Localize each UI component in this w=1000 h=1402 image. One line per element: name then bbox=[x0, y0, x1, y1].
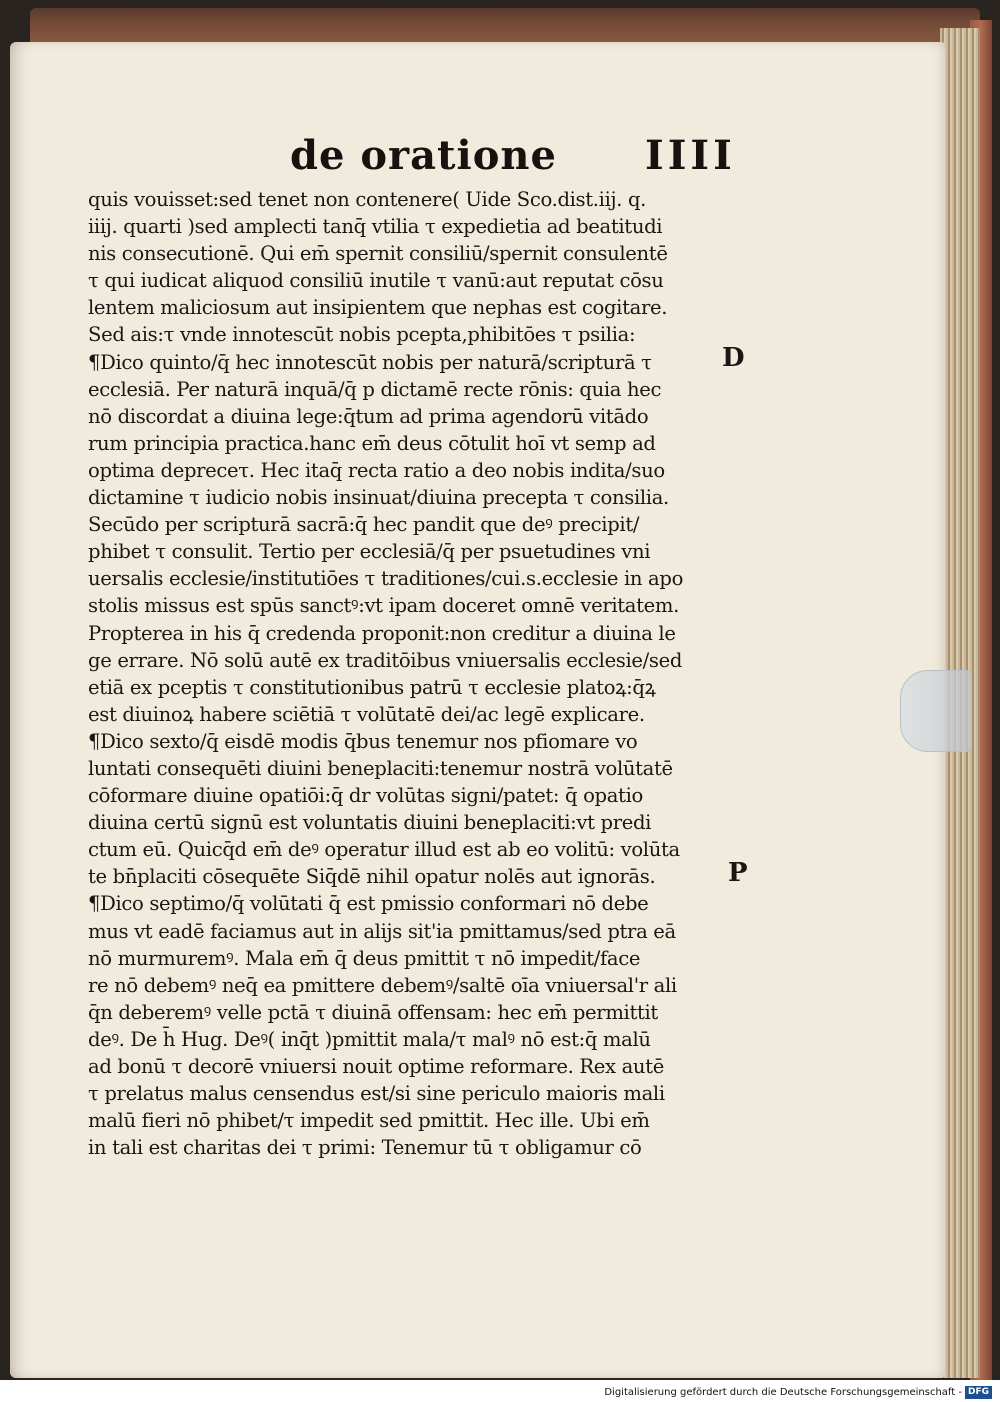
text-line: te bn̄placiti cōsequēte Siq̄dē nihil opatur nolēs aut ignorās. bbox=[88, 865, 656, 889]
footer-credit: Digitalisierung gefördert durch die Deutsche Forschungsgemeinschaft - bbox=[604, 1386, 962, 1398]
text-line: lentem maliciosum aut insipientem que nephas est cogitare. bbox=[88, 296, 668, 320]
text-line: nō murmuremꝰ. Mala em̄ q̄ deus pmittit τ nō impedit/face bbox=[88, 946, 641, 970]
text-line: re nō debemꝰ neq̄ ea pmittere debemꝰ/saltē oīa vniuersal'r ali bbox=[88, 973, 677, 997]
text-block bbox=[88, 186, 738, 1161]
text-line: cōformare diuine opatiōi:q̄ dr volūtas signi/patet: q̄ opatio bbox=[88, 784, 643, 808]
text-line: ge errare. Nō solū autē ex traditōibus vniuersalis ecclesie/sed bbox=[88, 648, 683, 672]
text-line: nis consecutionē. Qui em̄ spernit consiliū/spernit consulentē bbox=[88, 242, 668, 266]
text-line: rum principia practica.hanc em̄ deus cōtulit hoī vt semp ad bbox=[88, 431, 656, 455]
text-line: phibet τ consulit. Tertio per ecclesiā/q̄ per psuetudines vni bbox=[88, 540, 651, 564]
dfg-logo: DFG bbox=[965, 1386, 992, 1399]
running-title: de oratione bbox=[290, 132, 557, 179]
text-line: Secūdo per scripturā sacrā:q̄ hec pandit que deꝰ precipit/ bbox=[88, 513, 640, 537]
text-line: τ prelatus malus censendus est/si sine periculo maioris mali bbox=[88, 1082, 665, 1106]
text-line: ecclesiā. Per naturā inquā/q̄ p dictamē recte rōnis: quia hec bbox=[88, 377, 662, 401]
text-line: est diuinoꝝ habere sciētiā τ volūtatē dei/ac legē explicare. bbox=[88, 702, 645, 726]
text-line: iiij. quarti )sed amplecti tanq̄ vtilia τ expedietia ad beatitudi bbox=[88, 215, 663, 239]
text-line: dictamine τ iudicio nobis insinuat/diuina precepta τ consilia. bbox=[88, 486, 669, 510]
text-line: etiā ex pceptis τ constitutionibus patrū τ ecclesie platoꝝ:q̄ꝝ bbox=[88, 675, 656, 699]
text-line: uersalis ecclesie/institutiōes τ traditiones/cui.s.ecclesie in apo bbox=[88, 567, 684, 591]
text-line: ¶Dico septimo/q̄ volūtati q̄ est pmissio conformari nō debe bbox=[88, 892, 649, 916]
text-line: ad bonū τ decorē vniuersi nouit optime reformare. Rex autē bbox=[88, 1055, 664, 1078]
text-line: mus vt eadē faciamus aut in alijs sit'ia pmittamus/sed ptra eā bbox=[88, 919, 676, 943]
text-line: deꝰ. De h̄ Hug. Deꝰ( inq̄t )pmittit mala/τ malꝰ nō est:q̄ malū bbox=[88, 1027, 651, 1051]
text-line: τ qui iudicat aliquod consiliū inutile τ vanū:aut reputat cōsu bbox=[88, 269, 664, 293]
text-line: optima depreceτ. Hec itaq̄ recta ratio a deo nobis indita/suo bbox=[88, 458, 665, 482]
marginal-letter: D bbox=[722, 343, 745, 373]
text-line: Sed ais:τ vnde innotescūt nobis pcepta,phibitōes τ psilia: bbox=[88, 323, 636, 347]
text-line: malū fieri nō phibet/τ impedit sed pmittit. Hec ille. Ubi em̄ bbox=[88, 1109, 650, 1133]
text-line: ¶Dico sexto/q̄ eisdē modis q̄bus tenemur nos pfiomare vo bbox=[88, 729, 638, 753]
digitization-footer bbox=[604, 1384, 992, 1400]
text-line: diuina certū signū est voluntatis diuini beneplaciti:vt predi bbox=[88, 811, 652, 835]
text-line: nō discordat a diuina lege:q̄tum ad prima agendorū vitādo bbox=[88, 404, 649, 428]
text-line: Propterea in his q̄ credenda proponit:non creditur a diuina le bbox=[88, 621, 676, 645]
folio-number: IIII bbox=[645, 132, 736, 179]
running-head bbox=[290, 132, 750, 182]
text-line: in tali est charitas dei τ primi: Tenemur tū τ obligamur cō bbox=[88, 1136, 642, 1160]
text-line: quis vouisset:sed tenet non contenere( Uide Sco.dist.iij. q. bbox=[88, 188, 647, 211]
text-line: ctum eū. Quicq̄d em̄ deꝰ operatur illud est ab eo volitū: volūta bbox=[88, 838, 680, 862]
text-line: luntati consequēti diuini beneplaciti:tenemur nostrā volūtatē bbox=[88, 756, 673, 780]
text-line: ¶Dico quinto/q̄ hec innotescūt nobis per naturā/scripturā τ bbox=[88, 350, 652, 374]
marginal-letter: P bbox=[728, 858, 748, 888]
text-line: stolis missus est spūs sanctꝰ:vt ipam doceret omnē veritatem. bbox=[88, 594, 679, 618]
text-line: q̄n deberemꝰ velle pctā τ diuinā offensam: hec em̄ permittit bbox=[88, 1000, 658, 1024]
page-clip bbox=[900, 670, 972, 752]
